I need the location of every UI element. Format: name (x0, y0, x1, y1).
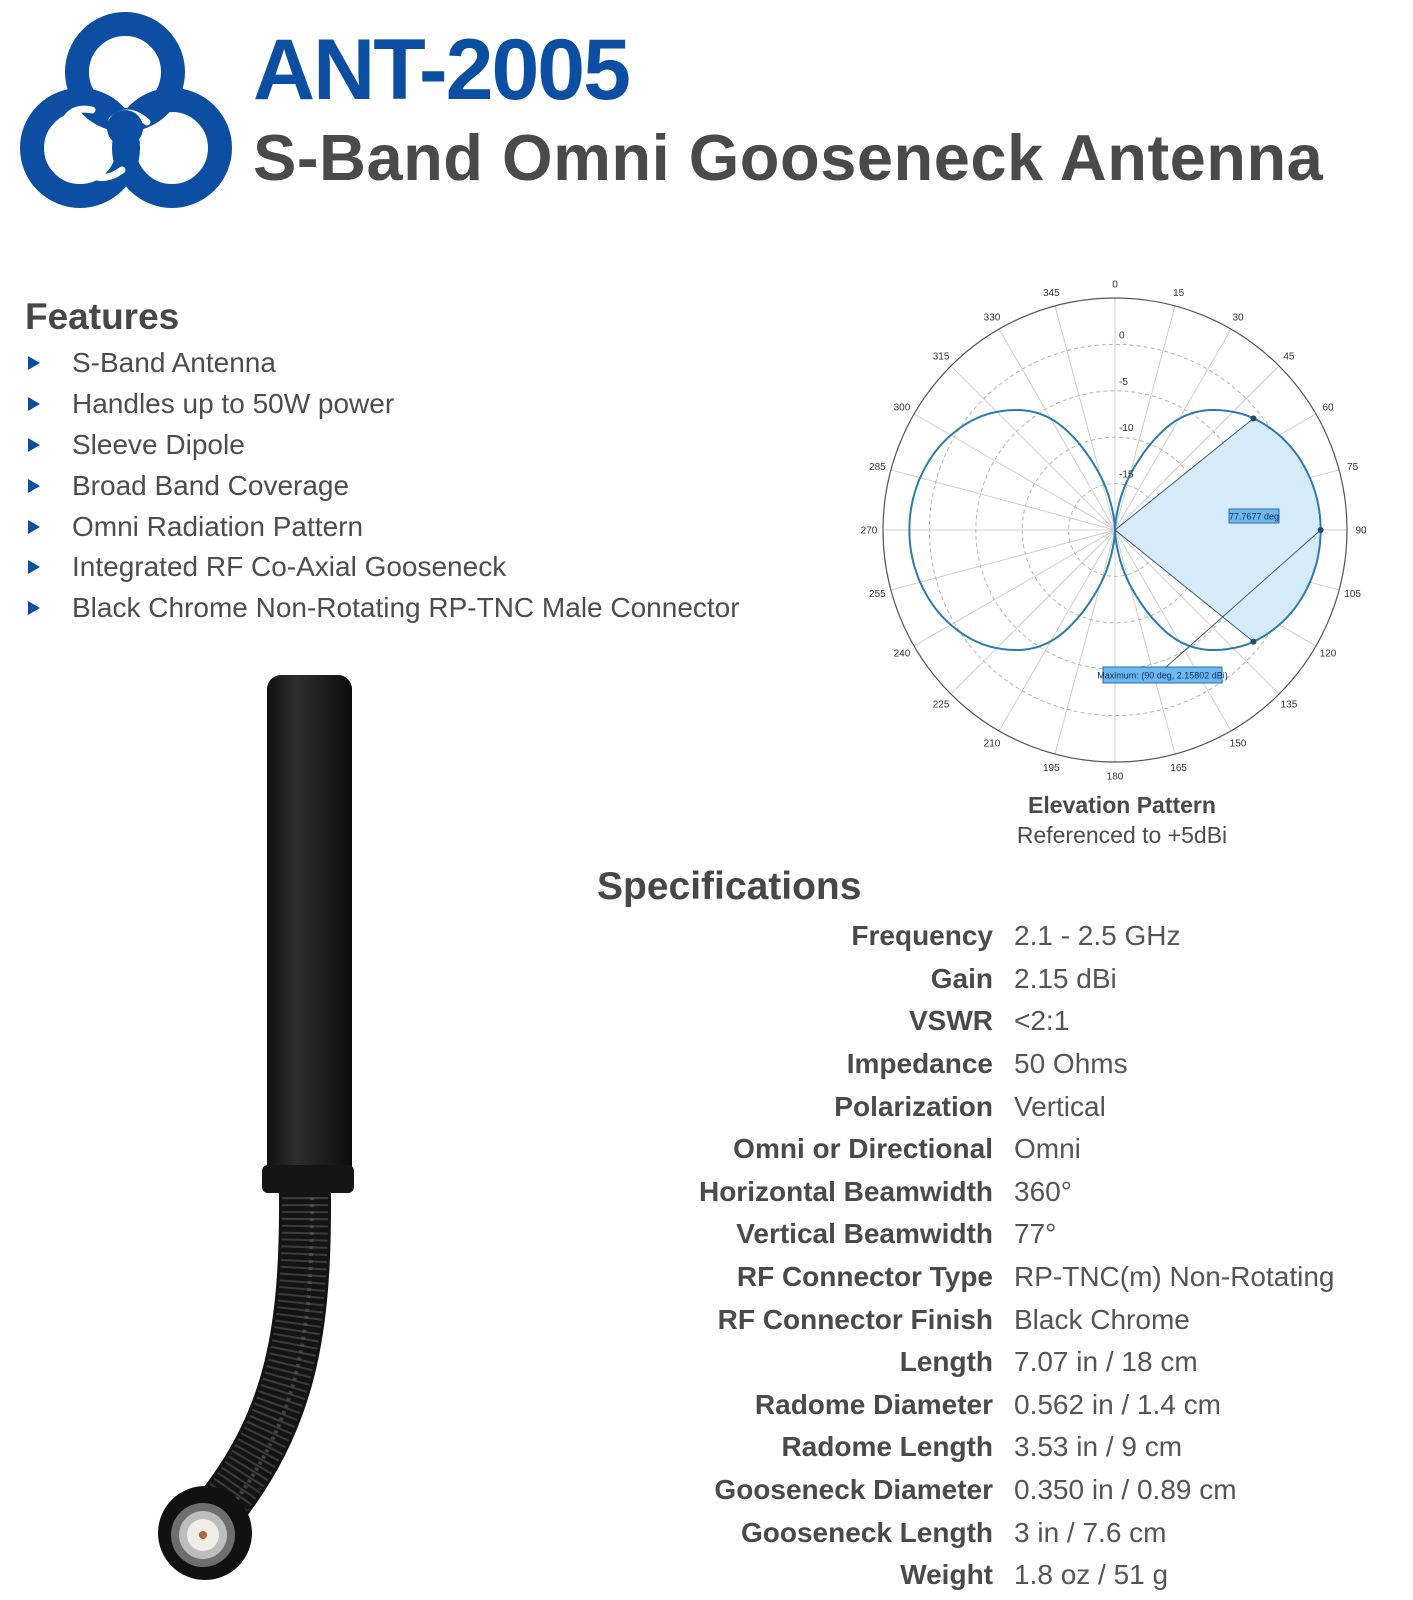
spec-label: Vertical Beamwidth (736, 1218, 993, 1250)
spec-row (560, 1384, 1335, 1427)
spec-row (560, 915, 1335, 958)
triangle-bullet-icon (28, 356, 40, 370)
angle-tick-label: 15 (1173, 287, 1185, 299)
angle-tick-label: 0 (1112, 279, 1118, 291)
spec-row (560, 1043, 1335, 1086)
spec-row (560, 1171, 1335, 1214)
feature-text: Black Chrome Non-Rotating RP-TNC Male Connector (72, 592, 740, 624)
spec-label: Radome Length (781, 1431, 993, 1463)
rp-tnc-connector (158, 1486, 252, 1580)
angle-tick-label: 270 (860, 525, 878, 537)
spec-value: 50 Ohms (1014, 1048, 1128, 1080)
angle-tick-label: 180 (1106, 771, 1124, 783)
angle-tick-label: 285 (869, 461, 886, 473)
company-logo (22, 10, 232, 215)
spec-row (560, 958, 1335, 1001)
angle-tick-label: 120 (1319, 648, 1337, 660)
feature-item (25, 465, 740, 506)
angle-tick-label: 240 (893, 648, 911, 660)
feature-text: Integrated RF Co-Axial Gooseneck (72, 551, 507, 583)
chart-caption-subtitle: Referenced to +5dBi (1016, 822, 1228, 848)
feature-item (25, 547, 740, 588)
spec-row (560, 1469, 1335, 1512)
grid-spoke (951, 530, 1115, 694)
beamwidth-arrowhead (1250, 415, 1256, 421)
feature-text: Sleeve Dipole (72, 428, 245, 460)
triangle-bullet-icon (28, 438, 40, 452)
features-list (25, 343, 740, 629)
spec-value: 7.07 in / 18 cm (1014, 1346, 1198, 1378)
feature-item (25, 425, 740, 466)
triangle-bullet-icon (28, 601, 40, 615)
angle-tick-label: 150 (1229, 738, 1247, 750)
triangle-bullet-icon (28, 560, 40, 574)
grid-spoke (1055, 530, 1115, 754)
grid-spoke (999, 329, 1115, 530)
angle-tick-label: 90 (1355, 525, 1367, 537)
maximum-annotation-label: Maximum: (90 deg, 2.15802 dBi) (1097, 670, 1228, 681)
feature-item (25, 506, 740, 547)
beamwidth-shaded-region (1115, 418, 1321, 641)
feature-text: Broad Band Coverage (72, 469, 350, 501)
grid-spoke (951, 366, 1115, 530)
spec-label: Length (899, 1346, 993, 1378)
spec-label: Polarization (834, 1090, 993, 1122)
angle-tick-label: 345 (1042, 287, 1060, 299)
grid-spoke (1055, 306, 1115, 530)
grid-spoke (999, 530, 1115, 731)
angle-tick-label: 75 (1347, 461, 1359, 473)
angle-tick-label: 210 (983, 738, 1001, 750)
spec-label: RF Connector Type (736, 1261, 993, 1293)
spec-value: 77° (1014, 1218, 1057, 1250)
radial-tick-label: -10 (1119, 423, 1134, 435)
spec-label: Gooseneck Length (740, 1516, 993, 1548)
grid-spoke (891, 470, 1115, 530)
radial-tick-label: -15 (1119, 469, 1134, 481)
spec-label: Impedance (846, 1048, 993, 1080)
spec-value: 0.350 in / 0.89 cm (1014, 1474, 1237, 1506)
specifications-table (560, 915, 1335, 1597)
spec-value: 3.53 in / 9 cm (1014, 1431, 1183, 1463)
feature-item (25, 343, 740, 384)
angle-tick-label: 300 (893, 402, 911, 414)
spec-value: 1.8 oz / 51 g (1014, 1559, 1169, 1591)
spec-row (560, 1213, 1335, 1256)
spec-label: Frequency (851, 920, 993, 952)
triangle-bullet-icon (28, 479, 40, 493)
spec-row (560, 1000, 1335, 1043)
grid-spoke (914, 530, 1115, 646)
spec-label: Weight (900, 1559, 993, 1591)
spec-label: Horizontal Beamwidth (698, 1175, 993, 1207)
spec-label: Gain (930, 962, 993, 994)
specifications-heading: Specifications (597, 865, 862, 908)
grid-spoke (891, 530, 1115, 590)
angle-tick-label: 165 (1170, 763, 1188, 775)
angle-tick-label: 45 (1283, 351, 1295, 363)
features-heading: Features (25, 296, 180, 337)
grid-spoke (914, 414, 1115, 530)
spec-row (560, 1511, 1335, 1554)
angle-tick-label: 315 (932, 351, 950, 363)
spec-row (560, 1298, 1335, 1341)
spec-row (560, 1256, 1335, 1299)
product-model-title: ANT-2005 (253, 22, 629, 118)
elevation-pattern-chart (840, 270, 1367, 790)
feature-text: S-Band Antenna (72, 347, 276, 379)
beamwidth-arrowhead (1250, 639, 1256, 645)
angle-tick-label: 195 (1042, 763, 1060, 775)
spec-row (560, 1426, 1335, 1469)
spec-row (560, 1341, 1335, 1384)
radial-tick-label: 0 (1119, 330, 1125, 342)
chart-caption (960, 790, 1284, 850)
spec-label: Omni or Directional (733, 1133, 993, 1165)
spec-value: Omni (1014, 1133, 1081, 1165)
spec-value: <2:1 (1014, 1005, 1070, 1037)
spec-value: RP-TNC(m) Non-Rotating (1014, 1261, 1335, 1293)
angle-tick-label: 225 (932, 699, 950, 711)
spec-row (560, 1554, 1335, 1597)
angle-tick-label: 330 (983, 312, 1001, 324)
spec-row (560, 1128, 1335, 1171)
radial-tick-label: -5 (1119, 376, 1128, 388)
angle-tick-label: 105 (1344, 589, 1361, 601)
angle-tick-label: 255 (869, 589, 886, 601)
triangle-bullet-icon (28, 520, 40, 534)
feature-item (25, 588, 740, 629)
spec-value: 2.1 - 2.5 GHz (1014, 920, 1181, 952)
spec-value: Black Chrome (1014, 1303, 1190, 1335)
product-name-title: S-Band Omni Gooseneck Antenna (253, 121, 1324, 194)
spec-row (560, 1085, 1335, 1128)
angle-tick-label: 60 (1322, 402, 1334, 414)
spec-label: Radome Diameter (754, 1388, 993, 1420)
spec-value: 0.562 in / 1.4 cm (1014, 1388, 1222, 1420)
spec-value: 2.15 dBi (1014, 962, 1117, 994)
triangle-bullet-icon (28, 397, 40, 411)
chart-caption-title: Elevation Pattern (1028, 792, 1216, 818)
spec-value: 360° (1014, 1175, 1072, 1207)
spec-label: RF Connector Finish (717, 1303, 993, 1335)
feature-text: Omni Radiation Pattern (72, 510, 364, 542)
angle-tick-label: 135 (1280, 699, 1298, 711)
angle-tick-label: 30 (1232, 312, 1244, 324)
spec-label: VSWR (909, 1005, 993, 1037)
spec-label: Gooseneck Diameter (714, 1474, 993, 1506)
spec-value: Vertical (1014, 1090, 1106, 1122)
beamwidth-annotation-label: 77.7677 deg (1228, 511, 1280, 522)
radome (267, 675, 352, 1185)
spec-value: 3 in / 7.6 cm (1014, 1516, 1167, 1548)
antenna-product-image (140, 660, 380, 1600)
feature-text: Handles up to 50W power (72, 388, 395, 420)
feature-item (25, 384, 740, 425)
